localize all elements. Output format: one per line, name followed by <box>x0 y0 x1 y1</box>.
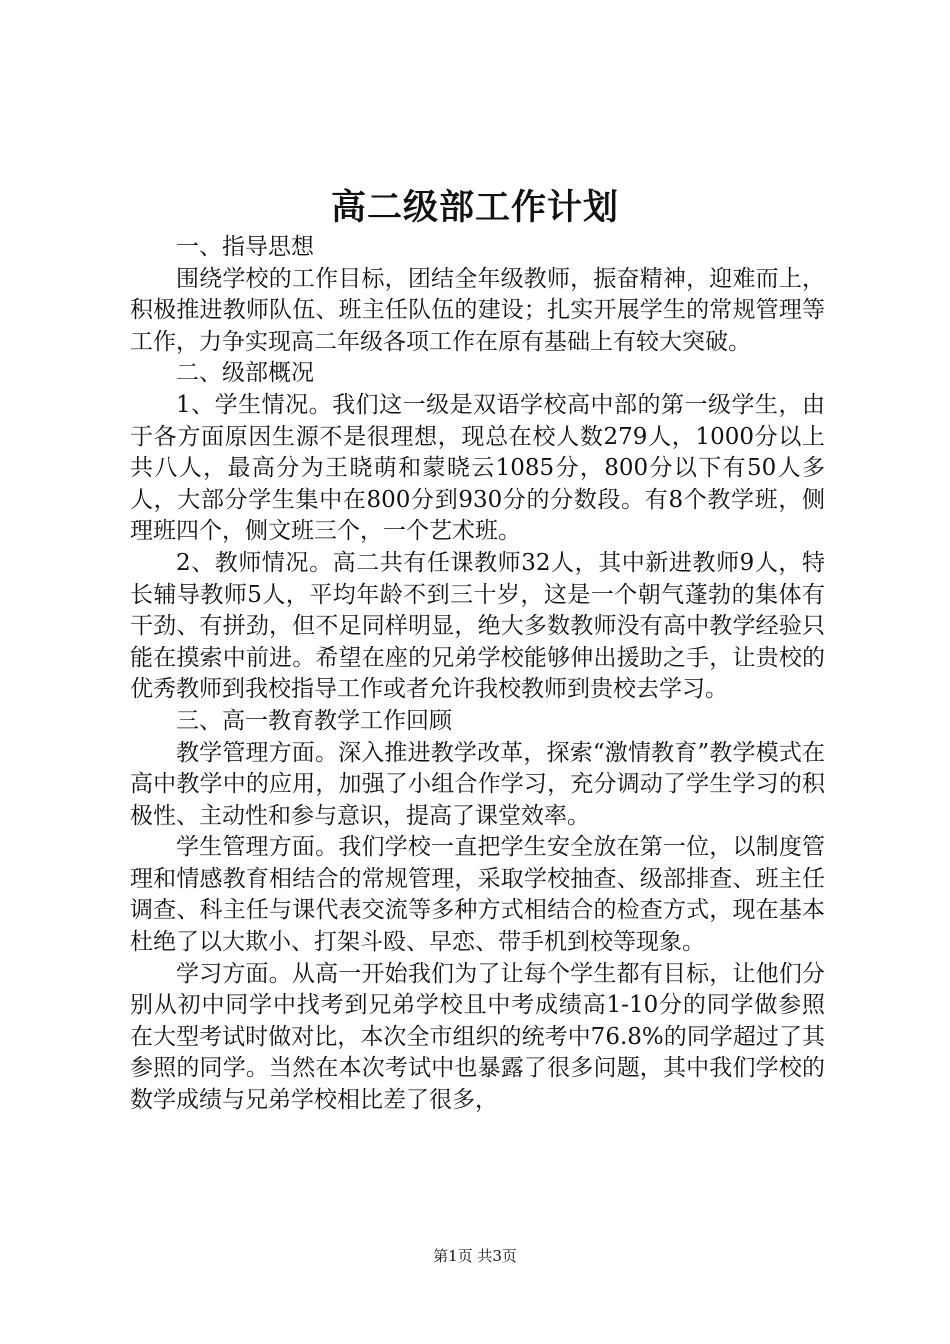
page-number-footer: 第1页 共3页 <box>433 1247 517 1265</box>
paragraph-teaching-management: 教学管理方面。深入推进教学改革，探索“激情教育”教学模式在高中教学中的应用，加强了小组合作学习，充分调动了学生学习的积极性、主动性和参与意识，提高了课堂效率。 <box>130 739 825 829</box>
paragraph-student-situation: 1、学生情况。我们这一级是双语学校高中部的第一级学生，由于各方面原因生源不是很理想，现总在校人数279人，1000分以上共八人，最高分为王晓萌和蒙晓云1085分，800分以下有50人多人，大部分学生集中在800分到930分的分数段。有8个教学班，侧理班四个，侧文班三个，一个艺术班。 <box>130 391 825 545</box>
section-heading-guiding-ideology: 一、指导思想 <box>176 234 314 260</box>
document-title: 高二级部工作计划 <box>330 187 619 228</box>
section-heading-department-overview: 二、级部概况 <box>176 360 314 387</box>
paragraph-study: 学习方面。从高一开始我们为了让每个学生都有目标，让他们分别从初中同学中找考到兄弟学校且中考成绩高1-10分的同学做参照在大型考试时做对比，本次全市组织的统考中76.8%的同学超过了其参照的同学。当然在本次考试中也暴露了很多问题，其中我们学校的数学成绩与兄弟学校相比差了很多， <box>130 960 825 1114</box>
paragraph-teacher-situation: 2、教师情况。高二共有任课教师32人，其中新进教师9人，特长辅导教师5人，平均年龄不到三十岁，这是一个朝气蓬勃的集体有干劲、有拼劲，但不足同样明显，绝大多数教师没有高中教学经验只能在摸索中前进。希望在座的兄弟学校能够伸出援助之手，让贵校的优秀教师到我校指导工作或者允许我校教师到贵校去学习。 <box>130 549 825 703</box>
paragraph-student-management: 学生管理方面。我们学校一直把学生安全放在第一位，以制度管理和情感教育相结合的常规管理，采取学校抽查、级部排查、班主任调查、科主任与课代表交流等多种方式相结合的检查方式，现在基本杜绝了以大欺小、打架斗殴、早恋、带手机到校等现象。 <box>130 834 825 956</box>
document-body <box>130 232 825 1117</box>
section-heading-review: 三、高一教育教学工作回顾 <box>176 707 452 734</box>
paragraph-guiding-ideology: 围绕学校的工作目标，团结全年级教师，振奋精神，迎难而上，积极推进教师队伍、班主任队伍的建设；扎实开展学生的常规管理等工作，力争实现高二年级各项工作在原有基础上有较大突破。 <box>130 265 825 355</box>
